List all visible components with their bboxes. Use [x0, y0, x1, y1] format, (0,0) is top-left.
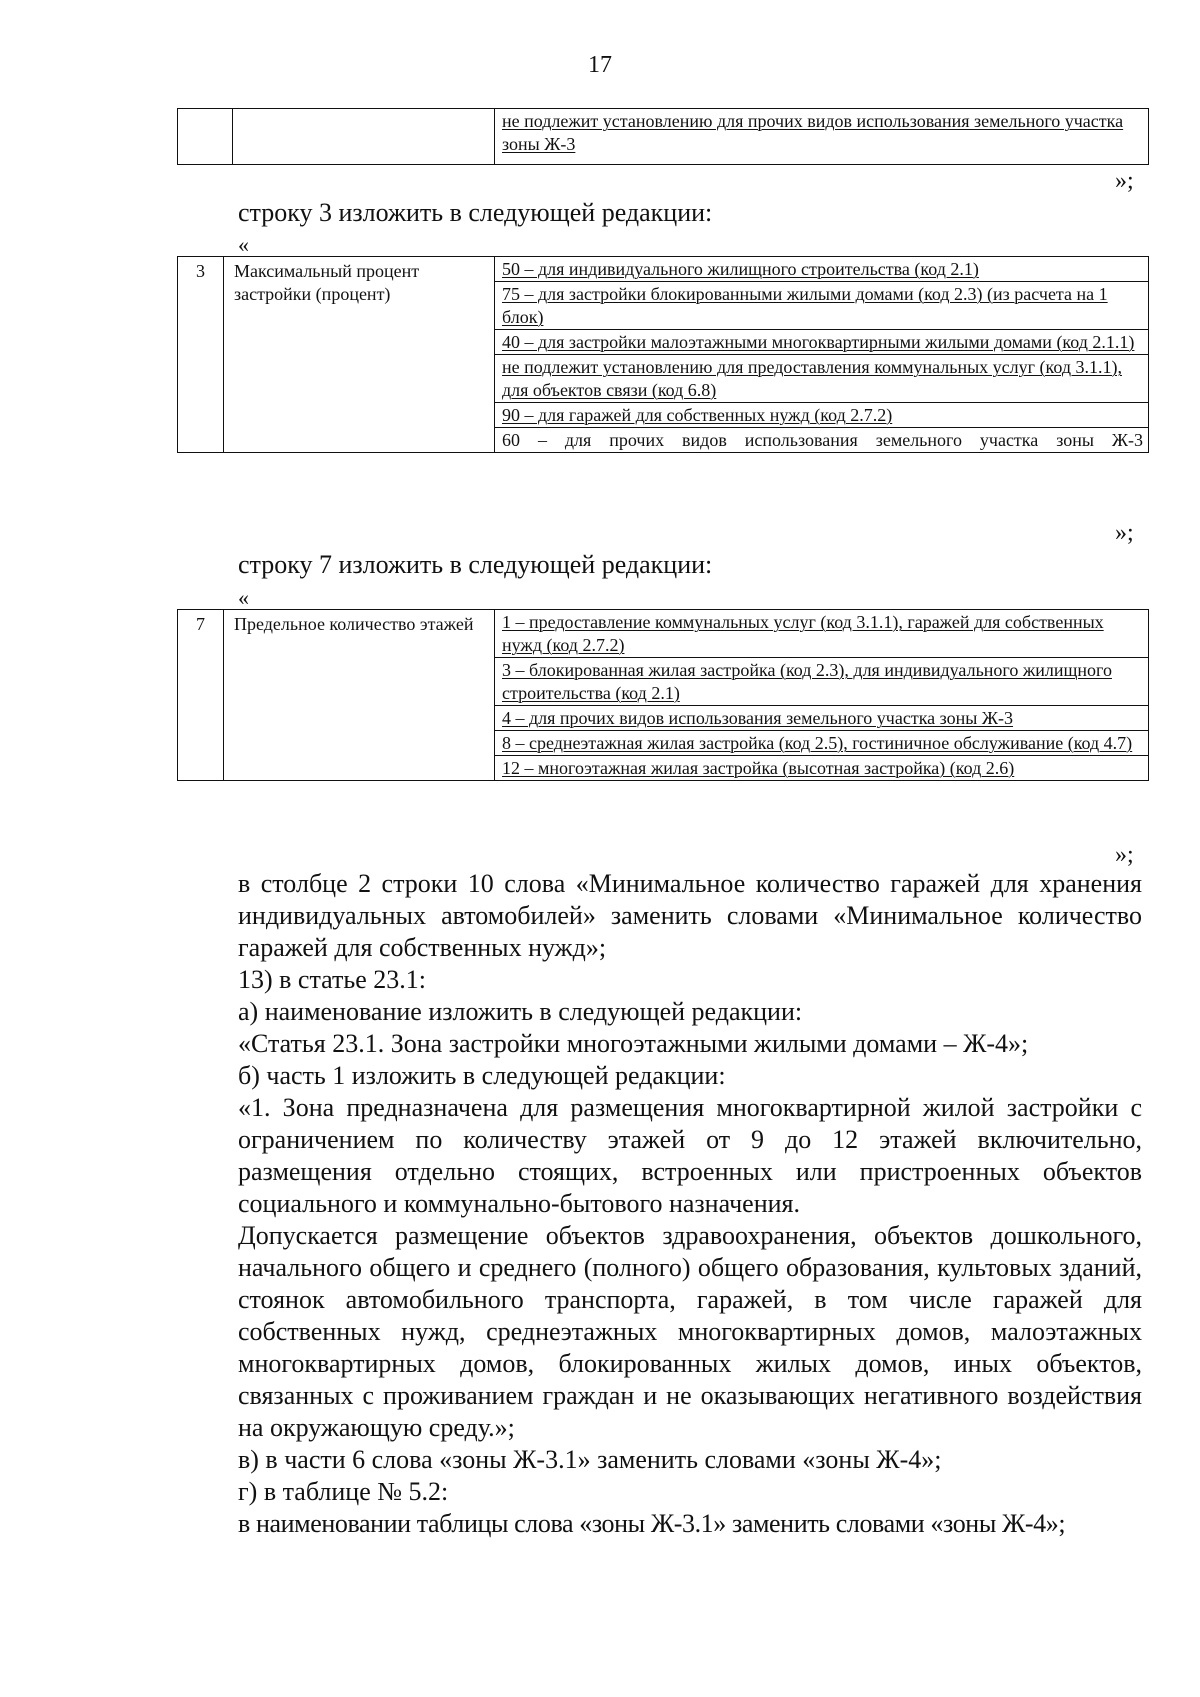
continuation-table: [177, 108, 1149, 165]
paragraph: «1. Зона предназначена для размещения многоквартирной жилой застройки с ограничением по количеству этажей от 9 до 12 этажей включительно, размещения отдельно стоящих, встроенных или пристроенных объектов социального и коммунально-бытового назначения.: [238, 1093, 1142, 1218]
value-item: 12 – многоэтажная жилая застройка (высотная застройка) (код 2.6): [502, 758, 1015, 778]
row-values: [495, 610, 1149, 781]
paragraph: в) в части 6 слова «зоны Ж-3.1» заменить словами «зоны Ж-4»;: [238, 1445, 942, 1474]
paragraph: в наименовании таблицы слова «зоны Ж-3.1» заменить словами «зоны Ж-4»;: [238, 1509, 1066, 1538]
row-label: Максимальный процент застройки (процент): [224, 257, 495, 453]
value-item: 40 – для застройки малоэтажными многоквартирными жилыми домами (код 2.1.1): [495, 330, 1148, 355]
paragraph: б) часть 1 изложить в следующей редакции:: [238, 1061, 726, 1090]
paragraph: Допускается размещение объектов здравоохранения, объектов дошкольного, начального общего и среднего (полного) общего образования, культовых зданий, стоянок автомобильного транспорта, гаражей, в том числе гаражей для собственных нужд, среднеэтажных многоквартирных домов, малоэтажных многоквартирных домов, блокированных жилых домов, иных объектов, связанных с проживанием граждан и не оказывающих негативного воздействия на окружающую среду.»;: [238, 1221, 1142, 1442]
table-cell-number: [178, 109, 233, 165]
closing-quote: »;: [1115, 842, 1134, 868]
paragraph: в столбце 2 строки 10 слова «Минимальное количество гаражей для хранения индивидуальных автомобилей» заменить словами «Минимальное количество гаражей для собственных нужд»;: [238, 869, 1142, 962]
value-item: 8 – среднеэтажная жилая застройка (код 2.5), гостиничное обслуживание (код 4.7): [495, 731, 1148, 756]
value-item: 60 – для прочих видов использования земельного участка зоны Ж-3: [502, 430, 1143, 450]
paragraph: «Статья 23.1. Зона застройки многоэтажными жилыми домами – Ж-4»;: [238, 1029, 1029, 1058]
paragraph: г) в таблице № 5.2:: [238, 1477, 449, 1506]
row-label: Предельное количество этажей: [224, 610, 495, 781]
value-item: 1 – предоставление коммунальных услуг (код 3.1.1), гаражей для собственных нужд (код 2.7.2): [495, 610, 1148, 658]
row-3-table: [177, 256, 1149, 453]
row-number: 3: [178, 257, 224, 453]
row-number: 7: [178, 610, 224, 781]
table-row: [178, 257, 1149, 453]
instruction-row-3: строку 3 изложить в следующей редакции:: [238, 198, 713, 227]
row-7-table: [177, 609, 1149, 781]
opening-quote: «: [238, 232, 249, 257]
page-number: 17: [588, 52, 612, 78]
value-item: 3 – блокированная жилая застройка (код 2.3), для индивидуального жилищного строительства (код 2.1): [495, 658, 1148, 706]
paragraph: 13) в статье 23.1:: [238, 965, 427, 994]
value-item: 75 – для застройки блокированными жилыми домами (код 2.3) (из расчета на 1 блок): [495, 282, 1148, 330]
table-row: [178, 610, 1149, 781]
value-item: 4 – для прочих видов использования земельного участка зоны Ж-3: [495, 706, 1148, 731]
value-item: 50 – для индивидуального жилищного строительства (код 2.1): [495, 257, 1148, 282]
paragraph: а) наименование изложить в следующей редакции:: [238, 997, 803, 1026]
body-text: [170, 868, 1142, 1540]
opening-quote: «: [238, 585, 249, 610]
instruction-row-7: строку 7 изложить в следующей редакции:: [238, 550, 713, 579]
value-item: 90 – для гаражей для собственных нужд (код 2.7.2): [495, 403, 1148, 428]
table-cell-label: [233, 109, 495, 165]
value-item: не подлежит установлению для предоставления коммунальных услуг (код 3.1.1), для объектов связи (код 6.8): [495, 355, 1148, 403]
table-row: [178, 109, 1149, 165]
closing-quote: »;: [1115, 520, 1134, 546]
row-values: [495, 257, 1149, 453]
closing-quote: »;: [1115, 168, 1134, 194]
table-cell-value: не подлежит установлению для прочих видов использования земельного участка зоны Ж-3: [495, 109, 1149, 165]
